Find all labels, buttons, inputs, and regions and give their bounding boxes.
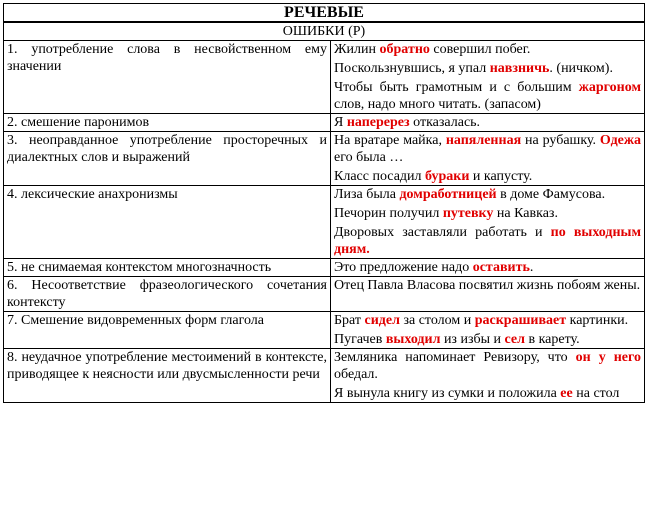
- example-sentence: [334, 224, 641, 258]
- example-text: за столом и: [399, 313, 475, 328]
- title-row: [4, 4, 645, 23]
- example-sentence: [334, 349, 641, 383]
- example-text: на Кавказ.: [493, 206, 558, 221]
- subtitle-row: [4, 22, 645, 41]
- highlighted-error-word: домработницей: [399, 187, 497, 202]
- speech-errors-table: [3, 3, 645, 403]
- example-text: Класс посадил: [334, 169, 426, 184]
- example-sentence: [334, 168, 641, 185]
- table-row: [4, 41, 645, 114]
- table-row: [4, 132, 645, 186]
- highlighted-error-word: сел: [504, 332, 525, 347]
- highlighted-error-word: ее: [560, 386, 573, 401]
- highlighted-error-word: у него: [598, 350, 642, 365]
- example-text: совершил побег.: [429, 42, 531, 57]
- error-type-cell: 3. неоправданное употребление просторечных и диалектных слов и выражений: [4, 132, 331, 186]
- example-text: Я вынула книгу из сумки и положила: [334, 386, 561, 401]
- example-text: Поскользнувшись, я упал: [334, 61, 490, 76]
- example-text: его была …: [334, 150, 404, 165]
- examples-cell: [331, 312, 645, 349]
- example-sentence: [334, 385, 641, 402]
- error-type-cell: 7. Смешение видовременных форм глагола: [4, 312, 331, 349]
- example-sentence: [334, 41, 641, 58]
- example-text: обедал.: [334, 367, 378, 382]
- highlighted-error-word: он: [575, 350, 591, 365]
- example-text: на рубашку.: [521, 133, 600, 148]
- example-text: Жилин: [334, 42, 380, 57]
- example-text: Лиза была: [334, 187, 400, 202]
- example-sentence: [334, 312, 641, 329]
- examples-cell: [331, 114, 645, 132]
- example-text: Брат: [334, 313, 365, 328]
- examples-cell: [331, 186, 645, 259]
- example-text: в доме Фамусова.: [496, 187, 606, 202]
- example-text: из избы и: [440, 332, 505, 347]
- example-text: слов, надо много читать. (запасом): [334, 97, 541, 112]
- examples-cell: [331, 349, 645, 403]
- error-type-cell: 4. лексические анахронизмы: [4, 186, 331, 259]
- highlighted-error-word: выходил: [385, 332, 441, 347]
- error-type-cell: 2. смешение паронимов: [4, 114, 331, 132]
- highlighted-error-word: наперерез: [346, 115, 410, 130]
- example-sentence: [334, 186, 641, 203]
- highlighted-error-word: раскрашивает: [474, 313, 567, 328]
- example-text: . (ничком).: [549, 61, 613, 76]
- highlighted-error-word: оставить: [472, 260, 530, 275]
- table-subtitle: ОШИБКИ (Р): [4, 22, 645, 41]
- highlighted-error-word: бураки: [425, 169, 470, 184]
- table-row: [4, 277, 645, 312]
- example-sentence: [334, 259, 641, 276]
- example-text: отказалась.: [409, 115, 481, 130]
- table-row: [4, 186, 645, 259]
- table-row: [4, 349, 645, 403]
- highlighted-error-word: жаргоном: [578, 80, 642, 95]
- highlighted-error-word: путевку: [442, 206, 494, 221]
- error-type-cell: 5. не снимаемая контекстом многозначность: [4, 259, 331, 277]
- table-title: РЕЧЕВЫЕ: [4, 4, 645, 23]
- example-sentence: [334, 79, 641, 113]
- example-text: Чтобы быть грамотным и с большим: [334, 80, 579, 95]
- example-sentence: [334, 331, 641, 348]
- examples-cell: [331, 132, 645, 186]
- highlighted-error-word: сидел: [364, 313, 400, 328]
- error-type-cell: 1. употребление слова в несвойственном ему значении: [4, 41, 331, 114]
- example-text: Пугачев: [334, 332, 386, 347]
- example-text: .: [529, 260, 534, 275]
- example-sentence: [334, 205, 641, 222]
- error-type-cell: 6. Несоответствие фразеологического сочетания контексту: [4, 277, 331, 312]
- highlighted-error-word: навзничь: [489, 61, 550, 76]
- example-sentence: [334, 60, 641, 77]
- highlighted-error-word: напяленная: [445, 133, 522, 148]
- example-text: [591, 350, 599, 365]
- table-row: [4, 259, 645, 277]
- example-text: На вратаре майка,: [334, 133, 446, 148]
- example-text: Дворовых заставляли работать и: [334, 225, 551, 240]
- examples-cell: [331, 41, 645, 114]
- example-text: на стол: [572, 386, 620, 401]
- example-text: картинки.: [566, 313, 629, 328]
- examples-cell: [331, 259, 645, 277]
- highlighted-error-word: по выходным дням.: [334, 225, 641, 257]
- examples-cell: [331, 277, 645, 312]
- example-text: Это предложение надо: [334, 260, 473, 275]
- example-text: Печорин получил: [334, 206, 443, 221]
- table-row: [4, 114, 645, 132]
- example-text: и капусту.: [469, 169, 533, 184]
- error-type-cell: 8. неудачное употребление местоимений в контексте, приводящее к неясности или двусмысленности речи: [4, 349, 331, 403]
- highlighted-error-word: Одежа: [599, 133, 642, 148]
- example-sentence: [334, 132, 641, 166]
- example-text: Отец Павла Власова посвятил жизнь побоям жены.: [334, 278, 641, 293]
- example-sentence: [334, 114, 641, 131]
- highlighted-error-word: обратно: [379, 42, 430, 57]
- example-text: в карету.: [524, 332, 580, 347]
- example-sentence: [334, 277, 641, 294]
- example-text: Я: [334, 115, 347, 130]
- example-text: Земляника напоминает Ревизору, что: [334, 350, 576, 365]
- table-row: [4, 312, 645, 349]
